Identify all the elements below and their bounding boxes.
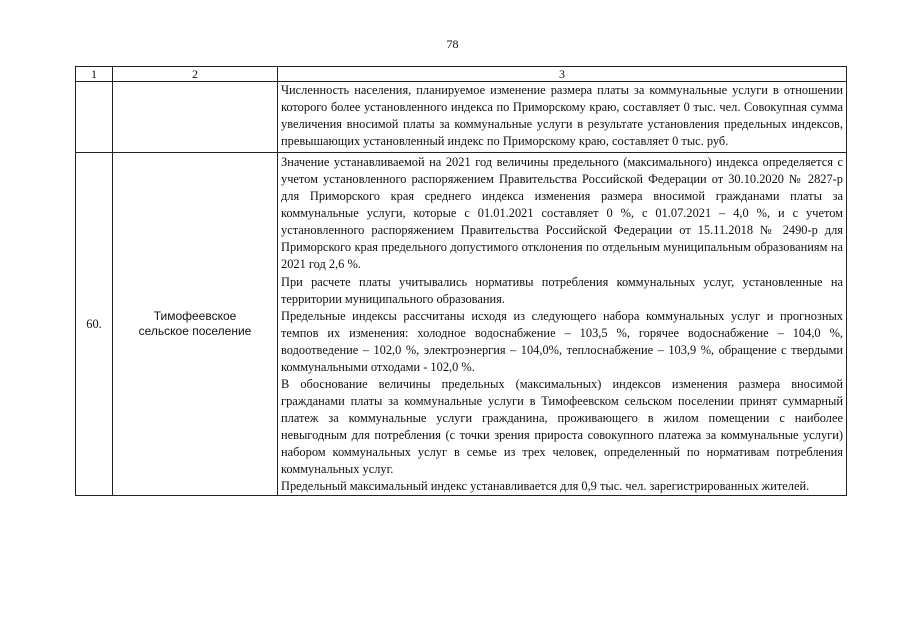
row-number-cell: 60. — [76, 153, 113, 496]
description-paragraph-5: Предельный максимальный индекс устанавливается для 0,9 тыс. чел. зарегистрированных жителей. — [281, 479, 810, 494]
column-header-2: 2 — [113, 67, 278, 82]
description-paragraph-1: Значение устанавливаемой на 2021 год величины предельного (максимального) индекса определяется с учетом установленного распоряжением Правительства Российской Федерации от 30.10.2020 № 2827-р для Приморского края среднего индекса изменения размера вносимой гражданами платы за коммунальные услуги, которые с 01.01.2021 составляет 0 %, с 01.07.2021 – 4,0 %, и с учетом установленного распоряжением Правительства Российской Федерации от 15.11.2018 № 2490-р для Приморского края предельного допустимого отклонения по отдельным муниципальным образованиям на 2021 год 2,6 %. — [281, 155, 843, 272]
description-cell — [278, 153, 847, 496]
settlement-cell — [113, 82, 278, 153]
description-paragraph-4: В обоснование величины предельных (максимальных) индексов изменения размера вносимой гражданами платы за коммунальные услуги в Тимофеевском сельском поселении принят суммарный платеж за коммунальные услуги гражданина, проживающего в жилом помещении с наиболее невыгодным для потребления (с точки зрения прироста совокупного платежа за коммунальные услуги) набором коммунальных услуг в семье из трех человек, определенный по нормативам потребления коммунальных услуг. — [281, 376, 843, 477]
settlement-name-line1: Тимофеевское — [153, 309, 237, 324]
table-row-60 — [76, 153, 847, 496]
settlement-name-cell — [113, 153, 278, 496]
document-table — [75, 66, 847, 496]
column-header-1: 1 — [76, 67, 113, 82]
description-paragraph: Численность населения, планируемое изменение размера платы за коммунальные услуги в отношении которого более установленного индекса по Приморскому краю, составляет 0 тыс. чел. Совокупная сумма увеличения вносимой платы за коммунальные услуги в результате установления предельных индексов, превышающих установленный индекс по Приморскому краю, составляет 0 тыс. руб. — [281, 83, 843, 149]
table-header-row — [76, 67, 847, 82]
description-cell — [278, 82, 847, 153]
table-row-continuation — [76, 82, 847, 153]
column-header-3: 3 — [278, 67, 847, 82]
row-number-cell — [76, 82, 113, 153]
settlement-name-line2: сельское поселение — [138, 324, 252, 339]
page-number: 78 — [446, 37, 459, 51]
description-paragraph-2: При расчете платы учитывались нормативы потребления коммунальных услуг, установленные на территории муниципального образования. — [281, 274, 843, 306]
description-paragraph-3: Предельные индексы рассчитаны исходя из следующего набора коммунальных услуг и прогнозных темпов их изменения: холодное водоснабжение – 103,5 %, горячее водоснабжение – 104,0 %, водоотведение – 102,0 %, электроэнергия – 104,0%, теплоснабжение – 103,9 %, обращение с твердыми коммунальными отходами - 102,0 %. — [281, 308, 843, 374]
